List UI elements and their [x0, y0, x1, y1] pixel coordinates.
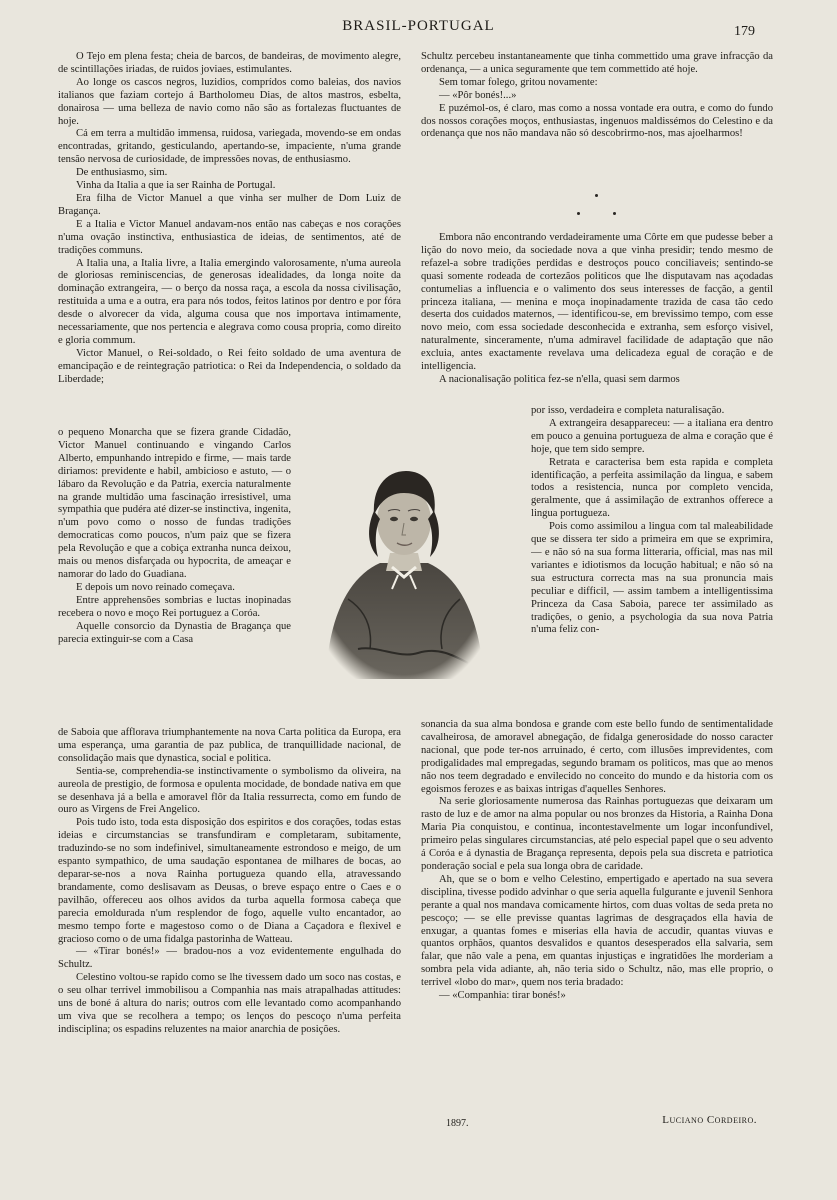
queen-portrait-engraving: [318, 449, 490, 684]
publication-year: 1897.: [446, 1118, 469, 1129]
left-column-wrap: [58, 427, 291, 725]
paragraph: de Saboia que afflorava triumphantemente na nova Carta politica da Europa, era uma esperança, uma garantia de paz publica, de tranquillidade nacional, de consolidação mais que dynastica, social e politica.: [58, 727, 401, 764]
paragraph: Ao longe os cascos negros, luzidios, comprídos como baleias, dos navios italianos que faziam cortejo á Bartholomeu Dias, de altos mastros, esbelta, donairosa — uma belleza de navio como não são as fortalezas fluctuantes de hoje.: [58, 76, 401, 127]
paragraph: E depois um novo reinado começava.: [76, 581, 235, 593]
paragraph: Embora não encontrando verdadeiramente uma Côrte em que pudesse beber a lição do novo meio, da sociedade nova a que vinha presidir; tendo mesmo de refazel-a sobre tradições perdidas e destroços pouco conciliaveis; sentindo-se quasi somente rodeada de cortezãos politicos que lhe disputavam nas açodadas contumelias a influencia e o valimento dos seus interesses de facção, a gentil princeza italiana, — menina e moça inopinadamente trazida de casa tão cedo deserta dos cuidados maternos, — identificou-se, em brevissimo tempo, com esse novo meio, com essa sociedade desconhecida e extranha, sem esforço visivel, naturalmente, sinceramente, n'uma admiravel facilidade de adaptação que não excluia, antes exactamente revelava uma delicadeza egual de coração e de intelligencia.: [421, 232, 773, 373]
paragraph: o pequeno Monarcha que se fizera grande Cidadão, Victor Manuel continuando e vingando Carlos Alberto, empunhando intrepido e firme, — mais tarde diriamos: previdente e habil, ambicioso e astuto, — o lábaro da Revolução e da Patria, exercia naturalmente na grande multidão uma fascinação irresistivel, uma sympathia que pudéra até dizer-se instinctiva, ingenita, n'um povo como o nosso de fundas tradições democraticas como poucos, n'um paiz que se fizera pela Revolução e que a cobiça extranha nunca deixou, mais ou menos disfarçada ou hypocrita, de ameaçar e namorar do lado do Guadiana.: [58, 427, 291, 580]
paragraph: Schultz percebeu instantaneamente que tinha commettido uma grave infracção da ordenança, — a unica seguramente que tem commettido até hoje.: [421, 51, 773, 75]
paragraph: Era filha de Victor Manuel a que vinha ser mulher de Dom Luiz de Bragança.: [58, 192, 401, 217]
paragraph: por isso, verdadeira e completa naturalisação.: [531, 405, 725, 416]
right-column-middle: [421, 232, 773, 403]
paragraph: Retrata e caracterisa bem esta rapida e completa identificação, a perfeita assimilação da lingua, e sabem todos a resistencia, nunca por completo vencida, geralmente, que á assimilação de extranhos offerece a lingua portugueza.: [531, 456, 773, 520]
running-title: BRASIL-PORTUGAL: [342, 18, 495, 34]
paragraph: Sem tomar folego, gritou novamente:: [439, 76, 598, 88]
paragraph: E puzémol-os, é claro, mas como a nossa vontade era outra, e como do fundo dos nossos corações moços, enthusiastas, ingenuos maldissémos do Celestino e da ordenança que nos não mandava não só descobrirmo-nos, mas ajoelharmos!: [421, 102, 773, 140]
paragraph: Celestino voltou-se rapido como se lhe tivessem dado um soco nas costas, e o seu olhar terrivel immobilisou a Companhia nas mais atrapalhadas attitudes: uns de boné á altura do naris; outros com elle levantado como acompanhando um viva que se recolhera a tempo; os lenços do pescoço n'uma perfeita indisciplina; os espadins reluzentes na maior anarchia de posições.: [58, 972, 401, 1035]
paragraph: Na serie gloriosamente numerosa das Rainhas portuguezas que deixaram um rasto de luz e de amor na alma popular ou nos bronzes da Historia, a Rainha Dona Maria Pia conquistou, e continua, incontestavelmente um logar inconfundivel, primeiro pelas singulares circumstancias, até pelo especial papel que o seu advento á Coróa e á dynastia de Bragança representa, depois pela sua discreta e patriotica ponderação social e pela sua longa obra de caridade.: [421, 796, 773, 872]
paragraph: E a Italia e Victor Manuel andavam-nos então nas cabeças e nos corações n'uma ovação instinctiva, enthusiastica de ideias, de sentimentos, até de tradições communs.: [58, 218, 401, 256]
asterisk-icon: [577, 212, 580, 215]
paragraph: Sentia-se, comprehendia-se instinctivamente o symbolismo da oliveira, na aureola de prestigio, de formosa e opulenta mocidade, de bondade nativa em que se desenhava já a bella e amoravel flôr da Italia ressurrecta, como em fundo de ouro as Virgens de Frei Angelico.: [58, 765, 401, 816]
right-column-wrap: [531, 405, 773, 717]
paragraph: Victor Manuel, o Rei-soldado, o Rei feito soldado de uma aventura de emancipação e de reintegração patriotica: o Rei da Independencia, o soldado da Liberdade;: [58, 347, 401, 385]
right-column-top: [421, 51, 773, 181]
author-signature: Luciano Cordeiro.: [662, 1114, 757, 1126]
paragraph: Ah, que se o bom e velho Celestino, empertigado e apertado na sua severa disciplina, tivesse podido advinhar o que seria aquella fulgurante e juvenil Senhora perante a qual nos mandava comicamente hirtos, com duas voltas de seda preta no pescoço; — se elle previsse quantas lagrimas de desgraçados ella havia de enxugar, a quantas fomes e miserias ella havia de accudir, quantas viuvas e quantos orphãos, quantos desvalidos e quantos desesperados ella salvaria, sem falar, que não vale a pena, em quantas injustiças e ingratidões lhe morderiam a sombra pela vida adiante, ah, não teria sido o Schultz, não, mas elle proprio, o terrivel «lobo do mar», quem nos teria bradado:: [421, 873, 773, 989]
paragraph: A extrangeira desappareceu: — a italiana era dentro em pouco a genuina portugueza de alma e coração que é hoje, que tem sido sempre.: [531, 417, 773, 455]
paragraph: — «Companhia: tirar bonés!»: [439, 990, 566, 1002]
left-column-top: [58, 51, 401, 427]
portrait-illustration: [318, 449, 490, 684]
paragraph: Vinha da Italia a que ia ser Rainha de Portugal.: [76, 180, 276, 192]
left-column-bottom: [58, 727, 401, 1129]
paragraph: A nacionalisação politica fez-se n'ella, quasi sem darmos: [439, 373, 680, 385]
paragraph: Cá em terra a multidão immensa, ruidosa, variegada, movendo-se em ondas encontradas, gritando, gesticulando, apertando-se, impaciente, n'uma grande tensão nervosa de curiosidade, de impressões novas, de enthusiasmo.: [58, 128, 401, 166]
paragraph: — «Tirar bonés!» — bradou-nos a voz evidentemente engulhada do Schultz.: [58, 946, 401, 971]
asterisk-icon: [613, 212, 616, 215]
paragraph: A Italia una, a Italia livre, a Italia emergindo valorosamente, n'uma aureola de gloriosas reminiscencias, de generosas idealidades, da longa noite da dominação extrangeira, — o berço da nossa raça, a escola da nossa civilisação, restituida a uma e a outra, era para nós todos, feitos latinos por dentro e por fóra desde o alvorecer da vida, alguma cousa que nos importava intimamente, necessariamente, que nos pertencia e alegrava como cousa propria, como direito e gloria commum.: [58, 257, 401, 346]
section-divider-asterism: [421, 188, 773, 222]
paragraph: O Tejo em plena festa; cheia de barcos, de bandeiras, de movimento alegre, de scintillações iriadas, de ruidos joviaes, estimulantes.: [58, 51, 401, 75]
paragraph: — «Pôr bonés!...»: [439, 89, 517, 101]
page-number: 179: [734, 24, 755, 39]
paragraph: sonancia da sua alma bondosa e grande com este bello fundo de sentimentalidade cavalheirosa, de amoravel abnegação, de fidalga generosidade do nosso caracter nacional, que pode ter-nos arruinado, é certo, com illusões imprevidentes, com prodigalidades mal empregadas, segundo bramam os politicos, mas que ao menos não nos teem degradado e envilecido no conceito do mundo e da historia com os egoismos ferozes e as baixas intrigas d'aquelles Senhores.: [421, 719, 773, 795]
paragraph: Entre apprehensões sombrias e luctas inopinadas recebera o novo e moço Rei portuguez a Coróa.: [58, 594, 291, 619]
paragraph: Pois tudo isto, toda esta disposição dos espiritos e dos corações, todas estas ideias e circumstancias se transfundiram e completaram, subitamente, traduzindo-se no som indefinivel, simultaneamente estrondoso e meigo, de um espanto sympathico, de uma saudação espontanea de milhares de bocas, ao deparar-se-nos a nova Rainha portugueza quando ella, atravessando brandamente, como deslisavam as Deusas, o breve espaço entre o Caes e o pavilhão, offereceu aos olhos avidos da turba aquella formosa cabeça que parecia emoldurada n'um resplendor de fogo, aquelle vulto encantador, ao mesmo tempo forte e magestoso como o de Diana a Caçadora e flexivel e gracioso como o de uma fidalga pastorinha de Watteau.: [58, 817, 401, 945]
paragraph: De enthusiasmo, sim.: [76, 167, 168, 179]
paragraph: Aquelle consorcio da Dynastia de Bragança que parecia extinguir-se com a Casa: [58, 620, 291, 645]
right-column-bottom: [421, 719, 773, 1104]
asterisk-icon: [595, 194, 598, 197]
paragraph: Pois como assimilou a lingua com tal maleabilidade que se dissera ter sido a primeira em que se exprimira, — e não só na sua forma litteraria, official, mas nas mil variantes e idiotismos da locução habitual; e não só na sua estructura correcta mas na sua pronuncia mais peculiar e difficil, — assim tambem a intelligentissima Princeza da Casa Saboia, parece ter assimilado as tradições, o genio, a psychologia da sua nova Patria n'uma feliz con-: [531, 521, 773, 636]
